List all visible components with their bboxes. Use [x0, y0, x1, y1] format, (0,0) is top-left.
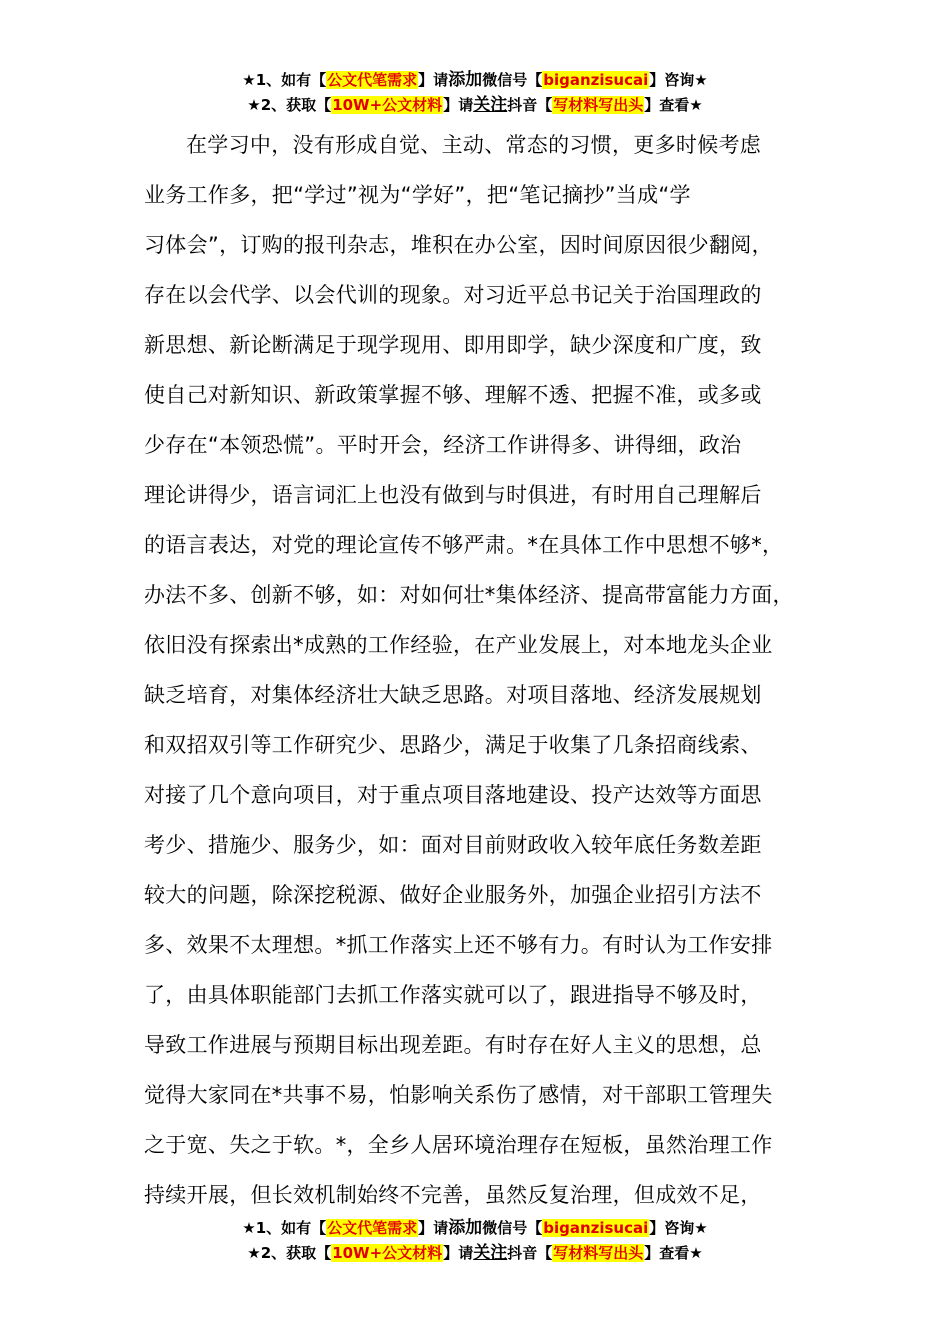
banner-text: 】查看★	[644, 1244, 703, 1262]
highlight-wechat-id: biganzisucai	[543, 1219, 649, 1237]
banner-text-follow: 关注	[473, 1243, 508, 1263]
banner-text-add: 添加	[448, 70, 483, 90]
footer-banner	[0, 1216, 950, 1266]
body-line: 多、效果不太理想。*抓工作落实上还不够有力。有时认为工作安排	[144, 933, 773, 957]
body-line: 依旧没有探索出*成熟的工作经验，在产业发展上，对本地龙头企业	[144, 633, 773, 657]
body-paragraph	[144, 120, 827, 1210]
body-line: 持续开展，但长效机制始终不完善，虽然反复治理，但成效不足，	[144, 1183, 762, 1207]
banner-text-follow: 关注	[473, 95, 508, 115]
banner-text: ★2、获取【	[247, 96, 332, 114]
header-banner	[0, 68, 950, 118]
banner-text: ★1、如有【	[242, 71, 327, 89]
banner-line-2	[0, 1241, 950, 1266]
banner-text: 微信号【	[482, 71, 543, 89]
banner-text: 微信号【	[482, 1219, 543, 1237]
body-line: 存在以会代学、以会代训的现象。对习近平总书记关于治国理政的	[144, 283, 762, 307]
banner-text: ★1、如有【	[242, 1219, 327, 1237]
body-line: 在学习中，没有形成自觉、主动、常态的习惯，更多时候考虑	[186, 133, 762, 157]
body-line: 觉得大家同在*共事不易，怕影响关系伤了感情，对干部职工管理失	[144, 1083, 773, 1107]
body-line: 之于宽、失之于软。*，全乡人居环境治理存在短板，虽然治理工作	[144, 1133, 773, 1157]
banner-text: 】咨询★	[649, 71, 708, 89]
body-line: 导致工作进展与预期目标出现差距。有时存在好人主义的思想，总	[144, 1033, 762, 1057]
body-line: 使自己对新知识、新政策掌握不够、理解不透、把握不准，或多或	[144, 383, 762, 407]
highlight-wechat-id: biganzisucai	[543, 71, 649, 89]
body-line: 较大的问题，除深挖税源、做好企业服务外，加强企业招引方法不	[144, 883, 762, 907]
banner-line-1	[0, 68, 950, 93]
banner-text: 抖音【	[507, 96, 553, 114]
body-line: 的语言表达，对党的理论宣传不够严肃。*在具体工作中思想不够*，	[144, 533, 784, 557]
banner-text: 】查看★	[644, 96, 703, 114]
banner-text: 】请	[418, 71, 449, 89]
highlight-douyin-account: 写材料写出头	[553, 96, 644, 114]
highlight-materials: 10W+公文材料	[332, 96, 443, 114]
banner-line-2	[0, 93, 950, 118]
body-line: 办法不多、创新不够，如：对如何壮*集体经济、提高带富能力方面，	[144, 583, 794, 607]
banner-text: ★2、获取【	[247, 1244, 332, 1262]
banner-text-add: 添加	[448, 1218, 483, 1238]
banner-text: 】请	[443, 1244, 474, 1262]
body-line: 考少、措施少、服务少，如：面对目前财政收入较年底任务数差距	[144, 833, 762, 857]
highlight-ghostwriting: 公文代笔需求	[327, 71, 418, 89]
body-line: 少存在“本领恐慌”。平时开会，经济工作讲得多、讲得细，政治	[144, 433, 742, 457]
body-line: 业务工作多，把“学过”视为“学好”，把“笔记摘抄”当成“学	[144, 183, 691, 207]
body-line: 对接了几个意向项目，对于重点项目落地建设、投产达效等方面思	[144, 783, 762, 807]
highlight-douyin-account: 写材料写出头	[553, 1244, 644, 1262]
highlight-ghostwriting: 公文代笔需求	[327, 1219, 418, 1237]
body-line: 了，由具体职能部门去抓工作落实就可以了，跟进指导不够及时，	[144, 983, 762, 1007]
body-line: 习体会”，订购的报刊杂志，堆积在办公室，因时间原因很少翻阅，	[144, 233, 773, 257]
banner-text: 抖音【	[507, 1244, 553, 1262]
banner-text: 】请	[443, 96, 474, 114]
body-line: 缺乏培育，对集体经济壮大缺乏思路。对项目落地、经济发展规划	[144, 683, 762, 707]
banner-text: 】请	[418, 1219, 449, 1237]
body-line: 理论讲得少，语言词汇上也没有做到与时俱进，有时用自己理解后	[144, 483, 762, 507]
body-line: 和双招双引等工作研究少、思路少，满足于收集了几条招商线索、	[144, 733, 762, 757]
banner-text: 】咨询★	[649, 1219, 708, 1237]
highlight-materials: 10W+公文材料	[332, 1244, 443, 1262]
body-line: 新思想、新论断满足于现学现用、即用即学，缺少深度和广度，致	[144, 333, 762, 357]
banner-line-1	[0, 1216, 950, 1241]
